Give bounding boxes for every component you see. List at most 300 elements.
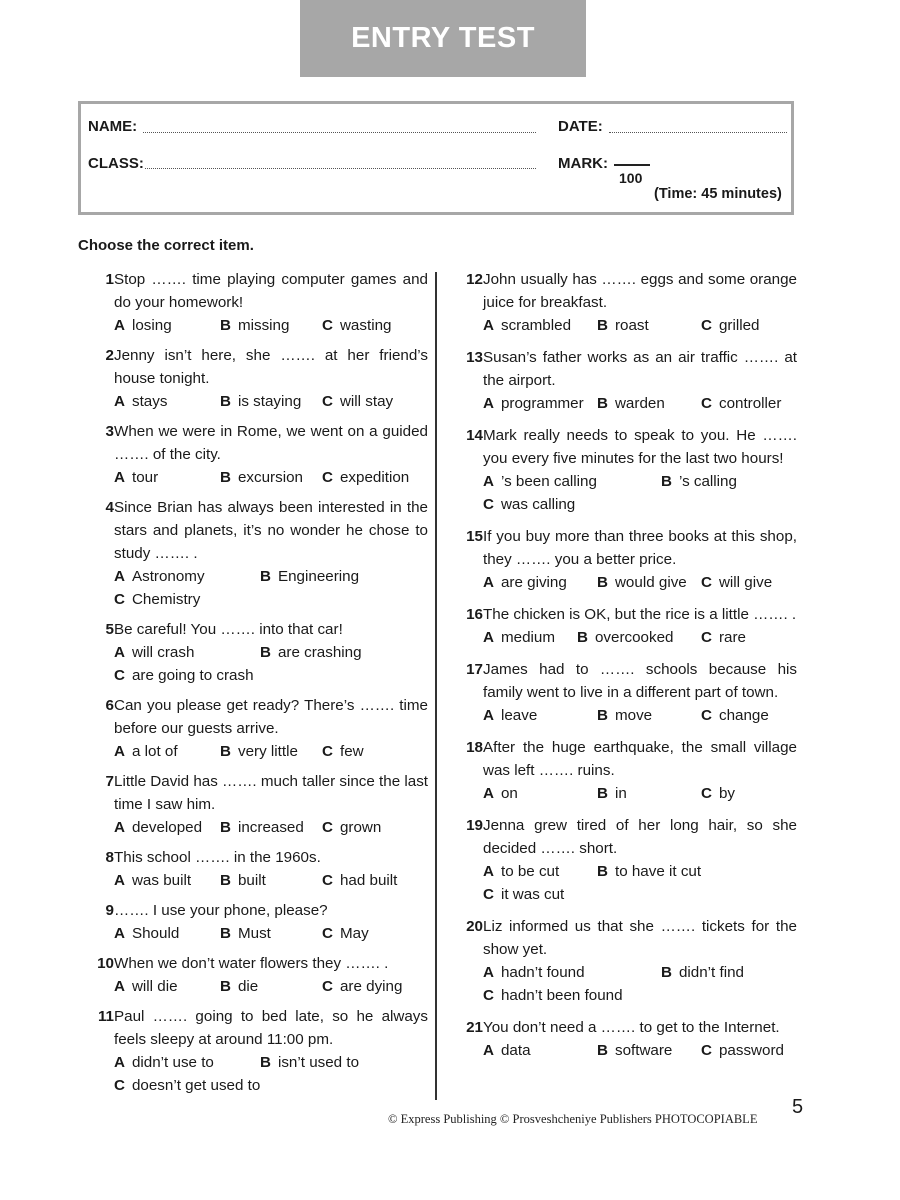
options-row — [114, 1074, 428, 1097]
question-number-text: 17 — [466, 661, 483, 678]
question-number — [78, 496, 114, 611]
option-c[interactable] — [322, 922, 369, 945]
option-letter: C — [322, 469, 333, 486]
option-c[interactable] — [701, 626, 746, 649]
option-c[interactable] — [483, 883, 564, 906]
question-text: Can you please get ready? There’s ……. time before our guests arrive. — [114, 697, 428, 737]
option-c[interactable] — [701, 1039, 784, 1062]
question-text: Stop ……. time playing computer games and do your homework! — [114, 271, 428, 311]
option-text: will give — [718, 574, 773, 591]
question-8 — [78, 846, 428, 892]
option-letter: C — [701, 317, 712, 334]
question-number — [447, 525, 483, 594]
mark-total: 100 — [619, 170, 643, 186]
option-letter: C — [322, 872, 333, 889]
option-letter: A — [114, 393, 125, 410]
option-a[interactable] — [114, 390, 167, 413]
question-text: Paul ……. going to bed late, so he always feels sleepy at around 11:00 pm. — [114, 1008, 428, 1048]
question-number-text: 2 — [105, 347, 114, 364]
question-number — [78, 344, 114, 413]
option-letter: B — [220, 925, 231, 942]
question-number-text: 12 — [466, 271, 483, 288]
option-letter: B — [260, 568, 271, 585]
option-b[interactable] — [220, 740, 298, 763]
options-row — [483, 883, 797, 906]
option-letter: C — [483, 496, 494, 513]
option-b[interactable] — [220, 390, 301, 413]
option-letter: B — [597, 317, 608, 334]
option-text: stays — [131, 393, 168, 410]
options-row — [483, 571, 797, 594]
option-c[interactable] — [322, 869, 397, 892]
option-b[interactable] — [220, 975, 258, 998]
question-14 — [447, 424, 797, 516]
options-row — [483, 470, 797, 493]
options-row — [483, 493, 797, 516]
option-text: move — [614, 707, 653, 724]
option-letter: C — [322, 925, 333, 942]
option-letter: B — [597, 863, 608, 880]
option-text: data — [500, 1042, 531, 1059]
option-b[interactable] — [597, 860, 701, 883]
option-letter: B — [597, 574, 608, 591]
option-a[interactable] — [483, 860, 559, 883]
option-letter: A — [483, 707, 494, 724]
option-a[interactable] — [114, 314, 172, 337]
option-c[interactable] — [701, 571, 772, 594]
option-text: doesn’t get used to — [131, 1077, 261, 1094]
option-text: very little — [237, 743, 298, 760]
option-c[interactable] — [483, 493, 575, 516]
option-letter: B — [220, 393, 231, 410]
question-11 — [78, 1005, 428, 1097]
option-a[interactable] — [483, 1039, 531, 1062]
option-letter: C — [701, 574, 712, 591]
option-b[interactable] — [661, 470, 737, 493]
option-text: on — [500, 785, 518, 802]
option-letter: B — [661, 964, 672, 981]
option-letter: A — [483, 317, 494, 334]
option-text: medium — [500, 629, 555, 646]
option-b[interactable] — [577, 626, 674, 649]
question-number-text: 1 — [105, 271, 114, 288]
option-a[interactable] — [114, 869, 191, 892]
option-letter: C — [322, 743, 333, 760]
question-number — [447, 915, 483, 1007]
option-letter: A — [483, 964, 494, 981]
question-text: Liz informed us that she ……. tickets for the show yet. — [483, 918, 797, 958]
option-c[interactable] — [701, 704, 769, 727]
question-number — [78, 268, 114, 337]
options-row — [114, 816, 428, 839]
options-row — [114, 975, 428, 998]
question-text: John usually has ……. eggs and some orange juice for breakfast. — [483, 271, 797, 311]
options-row — [114, 641, 428, 664]
question-18 — [447, 736, 797, 805]
question-text: If you buy more than three books at this shop, they ……. you a better price. — [483, 528, 797, 568]
option-c[interactable] — [701, 782, 735, 805]
student-info-box — [78, 101, 794, 215]
option-text: are dying — [339, 978, 403, 995]
options-row — [483, 704, 797, 727]
option-text: ’s been calling — [500, 473, 597, 490]
option-c[interactable] — [114, 588, 200, 611]
option-b[interactable] — [220, 869, 266, 892]
date-label: DATE: — [558, 118, 603, 135]
question-number-text: 16 — [466, 606, 483, 623]
option-b[interactable] — [597, 1039, 672, 1062]
question-3 — [78, 420, 428, 489]
question-15 — [447, 525, 797, 594]
option-c[interactable] — [114, 664, 254, 687]
option-letter: B — [220, 317, 231, 334]
option-letter: A — [114, 469, 125, 486]
option-letter: A — [114, 644, 125, 661]
question-text: Jenny isn’t here, she ……. at her friend’s house tonight. — [114, 347, 428, 387]
question-number — [78, 770, 114, 839]
option-text: will die — [131, 978, 178, 995]
option-letter: C — [701, 785, 712, 802]
option-text: warden — [614, 395, 665, 412]
question-number — [447, 603, 483, 649]
option-a[interactable] — [483, 470, 597, 493]
options-row — [483, 860, 797, 883]
options-row — [114, 922, 428, 945]
option-letter: C — [483, 987, 494, 1004]
option-text: few — [339, 743, 364, 760]
option-letter: A — [114, 568, 125, 585]
option-text: to be cut — [500, 863, 560, 880]
options-row — [114, 664, 428, 687]
option-text: ’s calling — [678, 473, 737, 490]
question-number — [78, 1005, 114, 1097]
option-letter: B — [597, 395, 608, 412]
options-row — [483, 626, 797, 649]
option-text: in — [614, 785, 627, 802]
page-number: 5 — [792, 1096, 804, 1118]
question-number-text: 7 — [105, 773, 114, 790]
question-7 — [78, 770, 428, 839]
option-b[interactable] — [220, 816, 304, 839]
option-letter: B — [597, 1042, 608, 1059]
option-letter: C — [701, 707, 712, 724]
question-text: Little David has ……. much taller since the last time I saw him. — [114, 773, 429, 813]
option-text: scrambled — [500, 317, 572, 334]
option-letter: A — [114, 925, 125, 942]
question-number-text: 6 — [105, 697, 114, 714]
option-a[interactable] — [114, 922, 179, 945]
options-row — [483, 1039, 797, 1062]
options-row — [114, 740, 428, 763]
option-letter: B — [220, 872, 231, 889]
option-text: are going to crash — [131, 667, 254, 684]
option-a[interactable] — [114, 740, 178, 763]
question-number-text: 21 — [466, 1019, 483, 1036]
question-4 — [78, 496, 428, 611]
option-text: change — [718, 707, 769, 724]
option-text: Astronomy — [131, 568, 205, 585]
option-text: to have it cut — [614, 863, 702, 880]
instructions: Choose the correct item. — [78, 237, 254, 254]
question-17 — [447, 658, 797, 727]
question-text: Since Brian has always been interested in the stars and planets, it’s no wonder he chose to study ……. . — [114, 499, 428, 562]
question-number — [447, 268, 483, 337]
option-letter: A — [483, 863, 494, 880]
question-number — [78, 952, 114, 998]
option-c[interactable] — [114, 1074, 260, 1097]
option-text: would give — [614, 574, 687, 591]
question-9 — [78, 899, 428, 945]
option-text: password — [718, 1042, 784, 1059]
option-text: will crash — [131, 644, 195, 661]
questions-right-column — [447, 268, 797, 1071]
option-text: Must — [237, 925, 271, 942]
option-letter: A — [114, 743, 125, 760]
question-1 — [78, 268, 428, 337]
option-b[interactable] — [260, 641, 362, 664]
option-c[interactable] — [322, 740, 364, 763]
option-letter: A — [483, 574, 494, 591]
option-letter: A — [114, 978, 125, 995]
option-text: wasting — [339, 317, 392, 334]
question-number — [78, 694, 114, 763]
option-letter: A — [483, 785, 494, 802]
option-letter: C — [322, 978, 333, 995]
option-b[interactable] — [597, 392, 665, 415]
option-b[interactable] — [220, 466, 303, 489]
option-a[interactable] — [114, 975, 178, 998]
option-a[interactable] — [483, 961, 585, 984]
question-number — [78, 618, 114, 687]
option-letter: A — [114, 1054, 125, 1071]
option-text: software — [614, 1042, 673, 1059]
date-field[interactable] — [609, 132, 787, 133]
question-16 — [447, 603, 797, 649]
option-b[interactable] — [260, 1051, 359, 1074]
option-text: is staying — [237, 393, 302, 410]
option-b[interactable] — [597, 782, 627, 805]
option-text: controller — [718, 395, 782, 412]
question-number — [447, 814, 483, 906]
option-c[interactable] — [322, 314, 391, 337]
name-label: NAME: — [88, 118, 138, 135]
question-number-text: 5 — [105, 621, 114, 638]
question-text: You don’t need a ……. to get to the Internet. — [483, 1019, 780, 1036]
option-text: programmer — [500, 395, 584, 412]
question-number — [78, 846, 114, 892]
question-text: When we don’t water flowers they ……. . — [114, 955, 389, 972]
option-text: excursion — [237, 469, 303, 486]
options-row — [114, 869, 428, 892]
option-letter: C — [483, 886, 494, 903]
option-letter: A — [114, 819, 125, 836]
option-letter: B — [597, 707, 608, 724]
option-text: grown — [339, 819, 382, 836]
question-12 — [447, 268, 797, 337]
option-text: was calling — [500, 496, 576, 513]
question-text: Mark really needs to speak to you. He ……. you every five minutes for the last two hours! — [483, 427, 797, 467]
option-a[interactable] — [483, 782, 518, 805]
question-number — [447, 346, 483, 415]
option-letter: A — [483, 473, 494, 490]
question-number-text: 10 — [97, 955, 114, 972]
question-number-text: 19 — [466, 817, 483, 834]
option-b[interactable] — [220, 922, 271, 945]
options-row — [114, 588, 428, 611]
option-text: didn’t find — [678, 964, 744, 981]
option-c[interactable] — [322, 390, 393, 413]
option-c[interactable] — [483, 984, 623, 1007]
question-number-text: 13 — [466, 349, 483, 366]
class-label: CLASS: — [88, 155, 144, 172]
question-5 — [78, 618, 428, 687]
options-row — [483, 314, 797, 337]
option-letter: B — [260, 1054, 271, 1071]
option-c[interactable] — [701, 392, 781, 415]
question-10 — [78, 952, 428, 998]
option-text: tour — [131, 469, 159, 486]
option-letter: A — [483, 395, 494, 412]
column-divider — [435, 272, 437, 1100]
question-text: After the huge earthquake, the small village was left ……. ruins. — [483, 739, 797, 779]
options-row — [483, 392, 797, 415]
option-letter: C — [114, 1077, 125, 1094]
question-text: This school ……. in the 1960s. — [114, 849, 321, 866]
copyright-footer: © Express Publishing © Prosveshcheniye Publishers PHOTOCOPIABLE — [388, 1112, 758, 1126]
option-letter: C — [114, 667, 125, 684]
option-text: are crashing — [277, 644, 362, 661]
mark-field[interactable] — [614, 164, 650, 166]
question-number — [78, 899, 114, 945]
question-19 — [447, 814, 797, 906]
option-text: hadn’t been found — [500, 987, 623, 1004]
options-row — [483, 984, 797, 1007]
question-number-text: 3 — [105, 423, 114, 440]
option-text: roast — [614, 317, 649, 334]
option-a[interactable] — [114, 466, 158, 489]
question-number-text: 4 — [105, 499, 114, 516]
option-b[interactable] — [597, 314, 649, 337]
option-a[interactable] — [483, 571, 567, 594]
option-letter: C — [322, 819, 333, 836]
option-letter: C — [701, 395, 712, 412]
option-letter: B — [220, 978, 231, 995]
option-b[interactable] — [597, 704, 652, 727]
question-2 — [78, 344, 428, 413]
question-text: ……. I use your phone, please? — [114, 902, 328, 919]
option-text: built — [237, 872, 266, 889]
options-row — [114, 466, 428, 489]
option-text: leave — [500, 707, 538, 724]
option-b[interactable] — [220, 314, 289, 337]
option-text: missing — [237, 317, 290, 334]
option-c[interactable] — [322, 466, 409, 489]
option-letter: B — [597, 785, 608, 802]
page-title: ENTRY TEST — [300, 0, 586, 77]
option-letter: B — [220, 469, 231, 486]
option-text: developed — [131, 819, 203, 836]
option-letter: C — [701, 629, 712, 646]
option-c[interactable] — [322, 975, 402, 998]
question-text: The chicken is OK, but the rice is a little ……. . — [483, 606, 797, 623]
option-text: will stay — [339, 393, 394, 410]
question-number — [447, 424, 483, 516]
name-field[interactable] — [143, 132, 536, 133]
option-text: grilled — [718, 317, 760, 334]
question-text: When we were in Rome, we went on a guided ……. of the city. — [114, 423, 428, 463]
mark-label: MARK: — [558, 155, 608, 172]
options-row — [483, 782, 797, 805]
option-letter: C — [322, 317, 333, 334]
option-a[interactable] — [114, 641, 194, 664]
option-a[interactable] — [483, 314, 571, 337]
option-c[interactable] — [701, 314, 760, 337]
questions-left-column — [78, 268, 428, 1104]
option-letter: A — [483, 629, 494, 646]
options-row — [114, 390, 428, 413]
option-text: are giving — [500, 574, 567, 591]
option-text: losing — [131, 317, 172, 334]
option-letter: B — [260, 644, 271, 661]
time-limit: (Time: 45 minutes) — [654, 186, 782, 202]
question-number — [447, 658, 483, 727]
options-row — [114, 565, 428, 588]
option-text: Engineering — [277, 568, 360, 585]
option-letter: C — [114, 591, 125, 608]
option-text: overcooked — [594, 629, 674, 646]
options-row — [114, 1051, 428, 1074]
option-text: expedition — [339, 469, 410, 486]
option-text: a lot of — [131, 743, 178, 760]
option-a[interactable] — [483, 392, 584, 415]
option-b[interactable] — [260, 565, 359, 588]
option-b[interactable] — [597, 571, 687, 594]
option-text: didn’t use to — [131, 1054, 214, 1071]
option-text: it was cut — [500, 886, 565, 903]
option-letter: B — [577, 629, 588, 646]
option-letter: A — [483, 1042, 494, 1059]
option-text: had built — [339, 872, 398, 889]
option-a[interactable] — [114, 1051, 214, 1074]
option-letter: C — [701, 1042, 712, 1059]
options-row — [114, 314, 428, 337]
question-number-text: 15 — [466, 528, 483, 545]
option-text: Should — [131, 925, 180, 942]
option-text: rare — [718, 629, 746, 646]
question-text: Jenna grew tired of her long hair, so she decided ……. short. — [483, 817, 797, 857]
option-a[interactable] — [114, 816, 202, 839]
question-number-text: 9 — [105, 902, 114, 919]
option-c[interactable] — [322, 816, 381, 839]
option-letter: A — [114, 317, 125, 334]
option-a[interactable] — [483, 704, 537, 727]
option-text: Chemistry — [131, 591, 201, 608]
option-text: increased — [237, 819, 304, 836]
option-a[interactable] — [483, 626, 555, 649]
question-text: Susan’s father works as an air traffic ……. at the airport. — [483, 349, 797, 389]
option-b[interactable] — [661, 961, 744, 984]
option-letter: B — [220, 819, 231, 836]
option-a[interactable] — [114, 565, 205, 588]
question-21 — [447, 1016, 797, 1062]
question-text: James had to ……. schools because his family went to live in a different part of town. — [483, 661, 797, 701]
question-number — [447, 1016, 483, 1062]
class-field[interactable] — [145, 168, 536, 169]
option-letter: C — [322, 393, 333, 410]
option-text: was built — [131, 872, 192, 889]
question-text: Be careful! You ……. into that car! — [114, 621, 343, 638]
option-text: isn’t used to — [277, 1054, 360, 1071]
